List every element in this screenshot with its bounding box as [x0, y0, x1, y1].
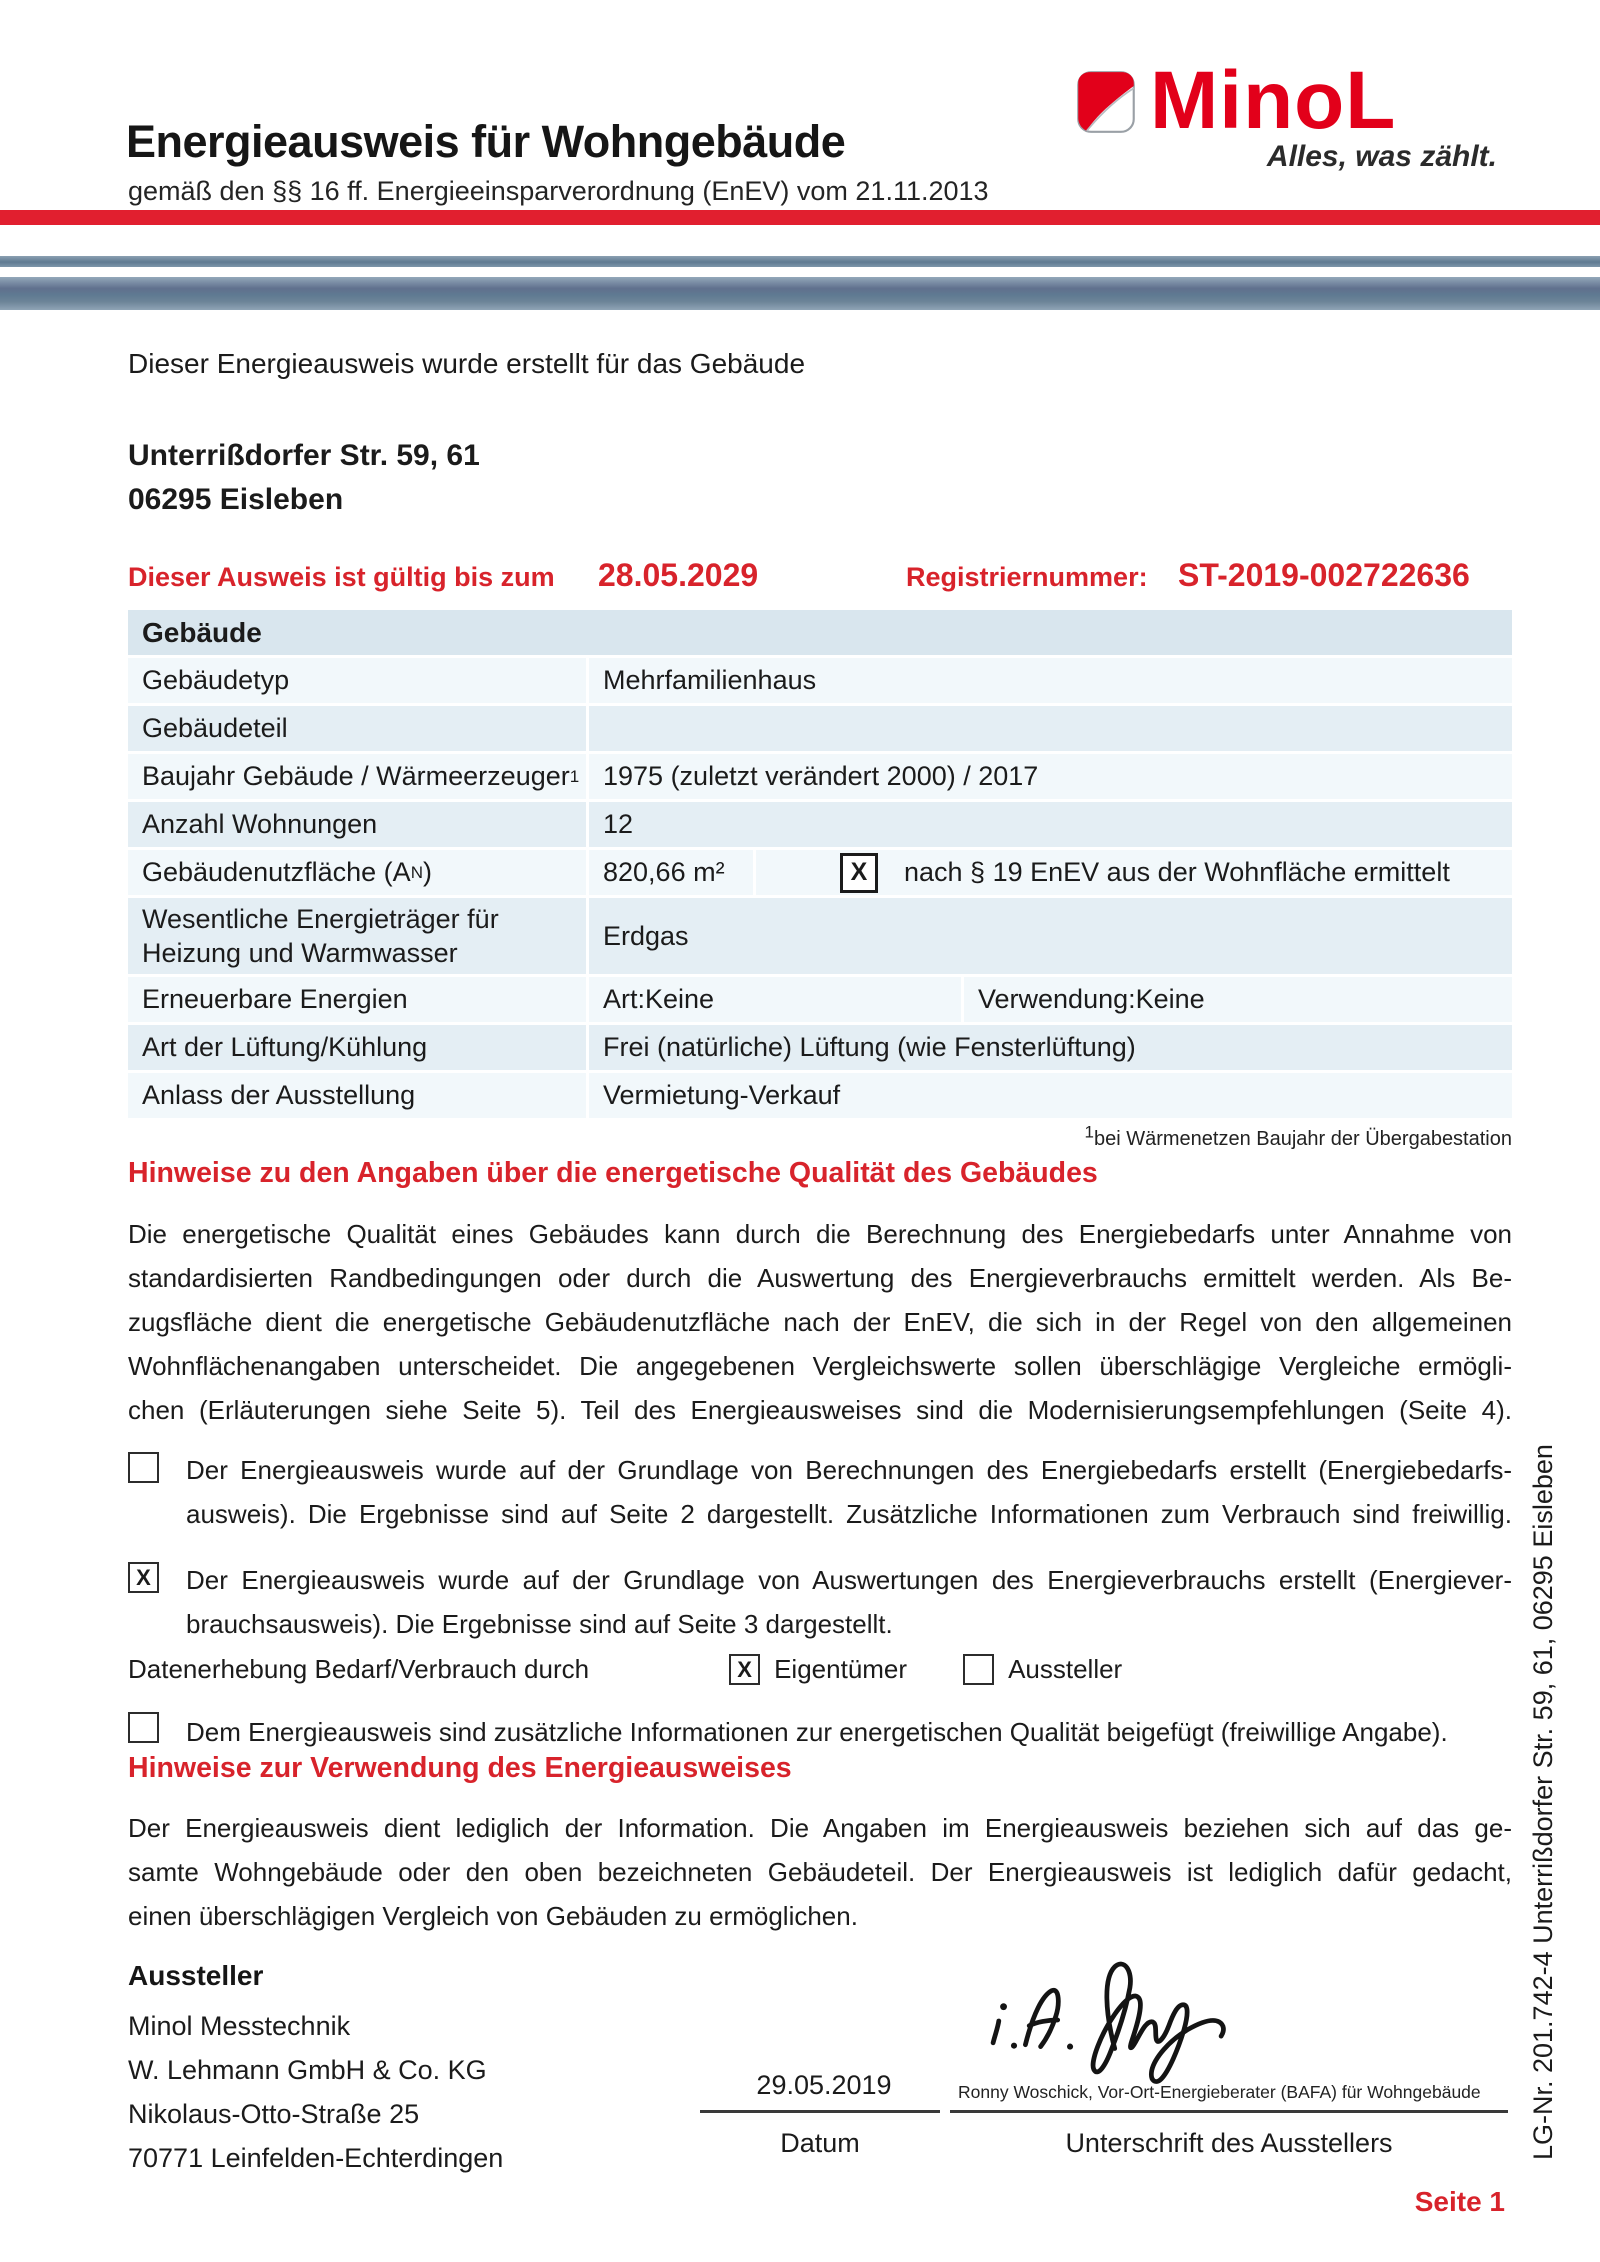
- row-value-art: Art:Keine: [589, 977, 964, 1022]
- issuer-address-block: [128, 2004, 503, 2180]
- row-value: 1975 (zuletzt verändert 2000) / 2017: [603, 761, 1039, 791]
- building-address: [128, 434, 480, 522]
- registration-label: Registriernummer:: [906, 562, 1148, 592]
- eigentuemer-label: Eigentümer: [774, 1654, 908, 1684]
- aussteller-option-label: Aussteller: [1008, 1654, 1123, 1684]
- table-row-anzahl-wohnungen: [128, 802, 1512, 847]
- row-value: 820,66 m²: [589, 850, 756, 895]
- row-label: Gebäudetyp: [128, 658, 589, 703]
- signature-label: Unterschrift des Ausstellers: [1065, 2128, 1393, 2158]
- quality-section-paragraph: [128, 1212, 1512, 1432]
- enev-checkbox-label: nach § 19 EnEV aus der Wohnfläche ermittelt: [904, 857, 1450, 887]
- intro-line: Dieser Energieausweis wurde erstellt für das Gebäude: [128, 348, 806, 379]
- footnote-marker: 1: [1084, 1122, 1094, 1142]
- row-value: Vermietung-Verkauf: [603, 1080, 841, 1110]
- table-row-lueftung: [128, 1025, 1512, 1070]
- table-row-erneuerbare-energien: [128, 977, 1512, 1022]
- datenerhebung-row: [128, 1654, 1122, 1685]
- paragraph-line: zugsfläche dient die energetische Gebäudenutzfläche nach der EnEV, die sich in der Regel von den allgemeinen: [128, 1307, 1512, 1337]
- row-label: Erneuerbare Energien: [128, 977, 589, 1022]
- row-label: Baujahr Gebäude / Wärmeerzeuger 1: [128, 754, 589, 799]
- zusatzinfo-checkbox[interactable]: [128, 1712, 159, 1743]
- issuer-company: Minol Messtechnik: [128, 2011, 351, 2041]
- datenerhebung-label: Datenerhebung Bedarf/Verbrauch durch: [128, 1654, 590, 1684]
- address-street: Unterrißdorfer Str. 59, 61: [128, 439, 480, 472]
- bedarfsausweis-text: [186, 1448, 1512, 1536]
- row-label: [128, 898, 589, 974]
- minol-wordmark: MinoL: [1150, 55, 1397, 146]
- table-row-anlass: [128, 1073, 1512, 1118]
- row-value: 12: [603, 809, 634, 839]
- row-label: Gebäudenutzfläche (A N ): [128, 850, 589, 895]
- row-label-text: Baujahr Gebäude / Wärmeerzeuger: [142, 761, 570, 791]
- paragraph-line: chen (Erläuterungen siehe Seite 5). Teil des Energieausweises sind die Modernisierungsempfehlungen (Seite 4).: [128, 1395, 1512, 1425]
- issuer-heading: Aussteller: [128, 1960, 264, 1991]
- red-divider-bar: [0, 210, 1600, 225]
- row-check-cell: [756, 850, 1512, 895]
- signature-line: [950, 2110, 1508, 2113]
- table-row-gebaeudeteil: [128, 706, 1512, 751]
- row-value: Frei (natürliche) Lüftung (wie Fensterlüftung): [603, 1032, 1136, 1062]
- eigentuemer-checkbox[interactable]: X: [729, 1654, 760, 1685]
- bedarfsausweis-checkbox[interactable]: [128, 1452, 159, 1483]
- minol-tagline: Alles, was zählt.: [1266, 140, 1497, 173]
- quality-section-heading: Hinweise zu den Angaben über die energetische Qualität des Gebäudes: [128, 1157, 1098, 1189]
- row-value-verwendung: Verwendung:Keine: [978, 984, 1205, 1014]
- row-label-line2: Heizung und Warmwasser: [142, 938, 458, 968]
- issuer-city: 70771 Leinfelden-Echterdingen: [128, 2143, 504, 2173]
- row-label-suffix: ): [422, 857, 432, 887]
- statement-line: brauchsausweis). Die Ergebnisse sind auf Seite 3 dargestellt.: [186, 1609, 893, 1639]
- statement-line: Der Energieausweis wurde auf der Grundlage von Berechnungen des Energiebedarfs erstellt (Energiebedarfs-: [186, 1455, 1512, 1485]
- verbrauchsausweis-text: [186, 1558, 1512, 1646]
- validity-label: Dieser Ausweis ist gültig bis zum: [128, 562, 555, 592]
- registration-number: ST-2019-002722636: [1178, 557, 1470, 593]
- paragraph-line: standardisierten Randbedingungen oder durch die Auswertung des Energieverbrauchs ermittelt werden. Als Be-: [128, 1263, 1512, 1293]
- row-label: Art der Lüftung/Kühlung: [128, 1025, 589, 1070]
- usage-section-heading: Hinweise zur Verwendung des Energieausweises: [128, 1752, 792, 1784]
- verbrauchsausweis-checkbox[interactable]: X: [128, 1562, 159, 1593]
- row-value: [589, 706, 1512, 751]
- statement-line: Der Energieausweis wurde auf der Grundlage von Auswertungen des Energieverbrauchs erstellt (Energiever-: [186, 1565, 1512, 1595]
- table-footnote: [1084, 1122, 1513, 1151]
- paragraph-line: Der Energieausweis dient lediglich der Information. Die Angaben im Energieausweis beziehen sich auf das ge-: [128, 1813, 1512, 1843]
- statement-line: Dem Energieausweis sind zusätzliche Informationen zur energetischen Qualität beigefügt (freiwillige Angabe).: [186, 1717, 1448, 1747]
- aussteller-checkbox[interactable]: [963, 1654, 994, 1685]
- table-row-gebaeudetyp: [128, 658, 1512, 703]
- validity-date: 28.05.2029: [598, 557, 759, 593]
- steel-divider-bar-thick: [0, 277, 1600, 310]
- paragraph-line: einen überschlägigen Vergleich von Gebäuden zu ermöglichen.: [128, 1901, 858, 1931]
- row-value: Erdgas: [603, 920, 689, 951]
- row-label: Gebäudeteil: [128, 706, 589, 751]
- table-row-gebaeudenutzflaeche: [128, 850, 1512, 895]
- row-label-text: Gebäudenutzfläche (A: [142, 857, 411, 887]
- page-number: Seite 1: [1414, 2186, 1505, 2217]
- issuer-street: Nikolaus-Otto-Straße 25: [128, 2099, 420, 2129]
- signature-handwriting: [958, 1944, 1298, 2096]
- paragraph-line: samte Wohngebäude oder den oben bezeichneten Gebäudeteil. Der Energieausweis ist lediglich dafür gedacht,: [128, 1857, 1512, 1887]
- building-table-title: Gebäude: [128, 610, 1512, 655]
- issuer-company2: W. Lehmann GmbH & Co. KG: [128, 2055, 487, 2085]
- row-value: Mehrfamilienhaus: [603, 665, 817, 695]
- steel-divider-bar-thin: [0, 256, 1600, 267]
- sidebar-reference-note: LG-Nr. 201.742-4 Unterrißdorfer Str. 59, 61, 06295 Eisleben: [1528, 1444, 1558, 2160]
- zusatzinfo-text: [186, 1710, 1512, 1754]
- table-row-energietraeger: [128, 898, 1512, 974]
- building-table: [128, 610, 1512, 1121]
- row-label: Anlass der Ausstellung: [128, 1073, 589, 1118]
- page-subtitle: gemäß den §§ 16 ff. Energieeinsparverordnung (EnEV) vom 21.11.2013: [128, 176, 989, 206]
- row-label: Anzahl Wohnungen: [128, 802, 589, 847]
- signer-caption: Ronny Woschick, Vor-Ort-Energieberater (BAFA) für Wohngebäude: [958, 2082, 1481, 2102]
- usage-section-paragraph: [128, 1806, 1512, 1938]
- page-title: Energieausweis für Wohngebäude: [126, 116, 846, 167]
- statement-line: ausweis). Die Ergebnisse sind auf Seite 2 dargestellt. Zusätzliche Informationen zum Verbrauch sind freiwillig.: [186, 1499, 1512, 1529]
- date-signature-line: [700, 2110, 940, 2113]
- paragraph-line: Die energetische Qualität eines Gebäudes kann durch die Berechnung des Energiebedarfs unter Annahme von: [128, 1219, 1512, 1249]
- row-label-line1: Wesentliche Energieträger für: [142, 904, 499, 934]
- enev-checkbox[interactable]: X: [840, 853, 878, 893]
- paragraph-line: Wohnflächenangaben unterscheidet. Die angegebenen Vergleichswerte sollen überschlägige Vergleiche ermögli-: [128, 1351, 1512, 1381]
- date-label: Datum: [780, 2128, 860, 2158]
- table-row-baujahr: [128, 754, 1512, 799]
- address-city: 06295 Eisleben: [128, 483, 344, 516]
- minol-logo-icon: [1076, 70, 1136, 134]
- issue-date-value: 29.05.2019: [756, 2070, 892, 2100]
- footnote-text: bei Wärmenetzen Baujahr der Übergabestation: [1093, 1128, 1512, 1150]
